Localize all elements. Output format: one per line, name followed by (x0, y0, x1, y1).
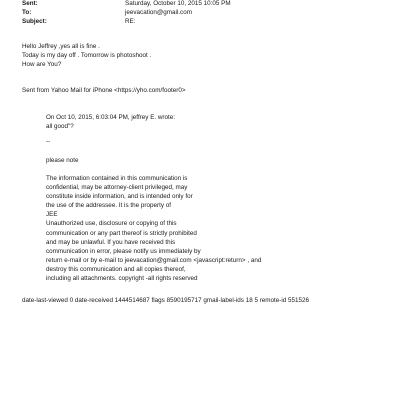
reply-line: How are You? (22, 61, 62, 69)
quote-text: all good"? (46, 123, 74, 131)
signature-text: Sent from Yahoo Mail for iPhone <https://yho.com/footer0> (22, 87, 186, 94)
metadata-footer (22, 296, 309, 305)
subject-label: Subject: (22, 18, 47, 25)
metadata-text: date-last-viewed 0 date-received 1444514687 flags 8590195717 gmail-label-ids 18 5 remote-id 551526 (22, 297, 310, 304)
disclaimer-line: confidential, may be attorney-client privileged, may (46, 184, 188, 192)
signature (22, 86, 186, 95)
disclaimer-line: destroy this communication and all copies thereof, (46, 265, 186, 273)
reply-line: Hello Jeffrey ,yes all is fine . (22, 43, 100, 50)
to-value[interactable]: jeevacation@gmail.com (125, 9, 192, 16)
disclaimer-line: the use of the addressee. It is the property of (46, 202, 171, 210)
quoted-header (46, 113, 175, 131)
disclaimer-line: including all attachments. copyright -all rights reserved (46, 275, 198, 283)
disclaimer-line: communication in error, please notify us immediately by (46, 247, 201, 255)
disclaimer-line: JEE (46, 211, 58, 219)
reply-body (22, 42, 151, 69)
disclaimer-line: constitute inside information, and is intended only for (46, 193, 193, 201)
disclaimer-line: Unauthorized use, disclosure or copying of this (46, 220, 177, 228)
disclaimer-line: and may be unlawful. If you have received this (46, 238, 176, 246)
subject-value: RE: (125, 18, 136, 25)
reply-line: Today is my day off . Tomorrow is photoshoot . (22, 52, 152, 60)
to-label: To: (22, 9, 32, 16)
disclaimer-line: communication or any part thereof is strictly prohibited (46, 229, 197, 237)
separator-text: -- (46, 138, 51, 145)
disclaimer-line: return e-mail or by e-mail to jeevacation@gmail.com <javascript:return> , and (46, 256, 262, 264)
please-note-text: please note (46, 157, 79, 164)
sent-label: Sent: (22, 0, 38, 7)
disclaimer (46, 174, 261, 283)
please-note (46, 156, 79, 165)
quote-separator (46, 137, 50, 146)
disclaimer-line: The information contained in this communication is (46, 175, 188, 182)
sent-value: Saturday, October 10, 2015 10:05 PM (125, 0, 231, 7)
quote-header-text: On Oct 10, 2015, 6:03:04 PM, jeffrey E. wrote: (46, 114, 176, 121)
